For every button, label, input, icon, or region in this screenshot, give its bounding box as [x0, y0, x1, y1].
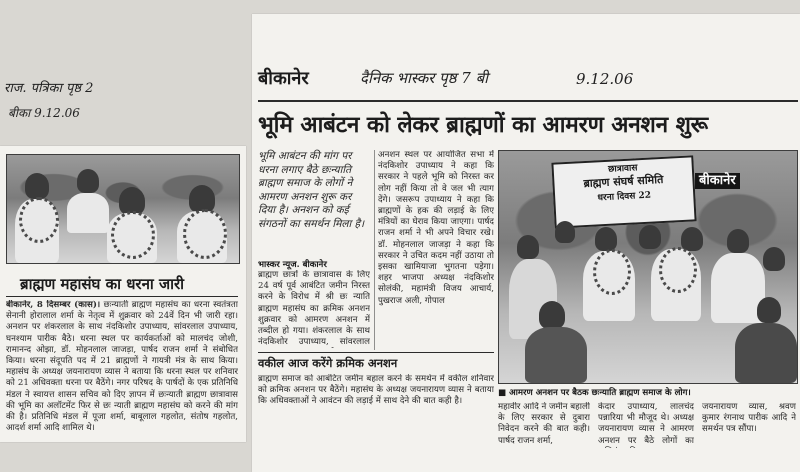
caption-marker-icon: ■ [498, 388, 507, 398]
byline: भास्कर न्यूज. बीकानेर [258, 260, 327, 270]
handwritten-source-note: राज. पत्रिका पृष्ठ 2 [4, 81, 94, 96]
left-clipping [0, 62, 248, 442]
bottom-col2: केदार उपाध्याय, लालचंद पन्नारिया भी मौजूद थे। अध्यक्ष जयनारायण व्यास ने आमरण अनशन पर बैठे लोगों का [598, 402, 694, 446]
left-clip-paper [0, 146, 246, 442]
photo-caption-text: आमरण अनशन पर बैठक छःन्याति ब्राह्मण समाज के लोग। [509, 388, 691, 398]
col-divider-1 [374, 150, 375, 350]
handwritten-date-note: बीका 9.12.06 [8, 106, 80, 120]
col1-body: ब्राह्मण छात्रों के छात्रावास के लिए 24 वर्ष पूर्व आबंटित जमीन निरस्त करने के विरोध में श्री छः न्याति ब्राह्मण महासंघ का क्रमिक अनशन शुक्रवार को आमरण अनशन में तब्दील हो गया। शंकरलाल के साथ नंदकिशोर उपाध्याय, सांवरलाल [258, 270, 370, 348]
photo-banner-line3: धरना दिवस 22 [597, 190, 652, 204]
left-clip-body [6, 300, 238, 438]
photo-sign: बीकानेर [695, 173, 740, 189]
right-clipping [252, 14, 800, 472]
bottom-col1: महावीर आदि ने जमीन बहाली के लिए सरकार से दुबारा निवेदन करने की बात कही। पार्षद राजन शर्मा, [498, 402, 590, 446]
city-label: बीकानेर [258, 68, 309, 89]
handwritten-source-note-right: दैनिक भास्कर पृष्ठ 7 बी [360, 69, 489, 87]
left-clip-rule [6, 296, 238, 297]
left-clip-body-text: छःन्याती ब्राह्मण महासंघ का धरना स्वतंत्रता सेनानी होरालाल शर्मा के नेतृत्व में शुक्रवार को 24वें दिन भी जारी रहा। अनशन पर शंकरलाल के साथ नंदकिशोर उपाध्याय, सांवरलाल उपाध्याय, घनश्याम पारीक बैठे। धरना स्थल पर कार्यकर्ताओं को मालचंद जोशी, रामानन्द ओझा, डॉ. मोहनलाल जाजड़ा, पार्षद राजन शर्मा ने संबोधित किया। धरना संदूपति पद में 21 ब्राह्मणों ने गायत्री मंत्र के साथ किया। महासंघ के अध्यक्ष जयनारायण व्यास ने बताया कि धरना स्थल पर शनिवार को 21 अधिवक्ता धरना पर बैठेंगे। नगर परिषद के पार्षदों के एक प्रतिनिधि मंडल ने स्वायत्त शासन सचिव को दिए ज्ञापन में छःन्याती ब्राह्मण छात्रावास की भूमि का अलॉटमेंट फिर से छः न्याती ब्राह्मण महासंघ को करने की मांग की है। प्रतिनिधि मंडल में पूजा शर्मा, बाबूलाल गहलोत, संतोष गहलोत, आदर्श शर्मा आदि शामिल थे। [6, 300, 238, 434]
handwritten-date-note-right: 9.12.06 [576, 70, 634, 88]
col2-body: अनशन स्थल पर आयोजित सभा में नंदकिशोर उपाध्याय ने कहा कि सरकार ने पहले भूमि को निरस्त कर लोग नहीं किया तो वे जल भी त्याग देंगे। जसरूप उपाध्याय ने कहा कि ब्राह्मणों के हक की लड़ाई के लिए मंत्रियों का घेराव किया जाएगा। पार्षद राजन शर्मा ने भी अपने विचार रखे। डॉ. मोहनलाल जाजड़ा ने कहा कि सरकार ने उचित कदम नहीं उठाया तो इसका खामियाजा भुगतना पड़ेगा। शहर भाजपा अध्यक्ष नंदकिशोर सोलंकी, महामंत्री विजय आचार्य, पुखराज अली, गोपाल [378, 150, 494, 306]
sub-body: ब्राह्मण समाज को आबंटित जमीन बहाल करने के समर्थन में वकील शनिवार को क्रमिक अनशन पर बैठेंगे। महासंघ के अध्यक्ष जयनारायण व्यास ने बताया कि अधिवक्ताओं ने आवंटन की लड़ाई में साथ देने की बात कही है। [258, 374, 494, 407]
intro-text: भूमि आबंटन की मांग पर धरना लगाए बैठे छःन्याति ब्राह्मण समाज के लोगों ने आमरण अनशन शुरू कर दिया है। अनशन को कई संगठनों का समर्थन मिला है। [258, 150, 365, 230]
photo-caption [498, 386, 796, 398]
protest-photo [498, 150, 798, 384]
main-headline: भूमि आबंटन को लेकर ब्राह्मणों का आमरण अनशन शुरू [258, 112, 708, 138]
left-clip-headline: ब्राह्मण महासंघ का धरना जारी [20, 275, 185, 293]
sub-rule [258, 352, 494, 353]
left-clip-photo [6, 154, 240, 264]
sub-headline: वकील आज करेंगे क्रमिक अनशन [258, 356, 398, 370]
bottom-col3: जयनारायण व्यास, श्रवण कुमार रंगनाथ पारीक आदि ने समर्थन पत्र सौंपा। [702, 402, 796, 435]
photo-banner [551, 155, 696, 228]
left-clip-dateline: बीकानेर, 8 दिसम्बर (कास)। [6, 300, 101, 310]
header-rule [258, 100, 798, 102]
photo-banner-line1: छात्रावास [607, 163, 638, 175]
photo-banner-line2: ब्राह्मण संघर्ष समिति [583, 172, 664, 191]
